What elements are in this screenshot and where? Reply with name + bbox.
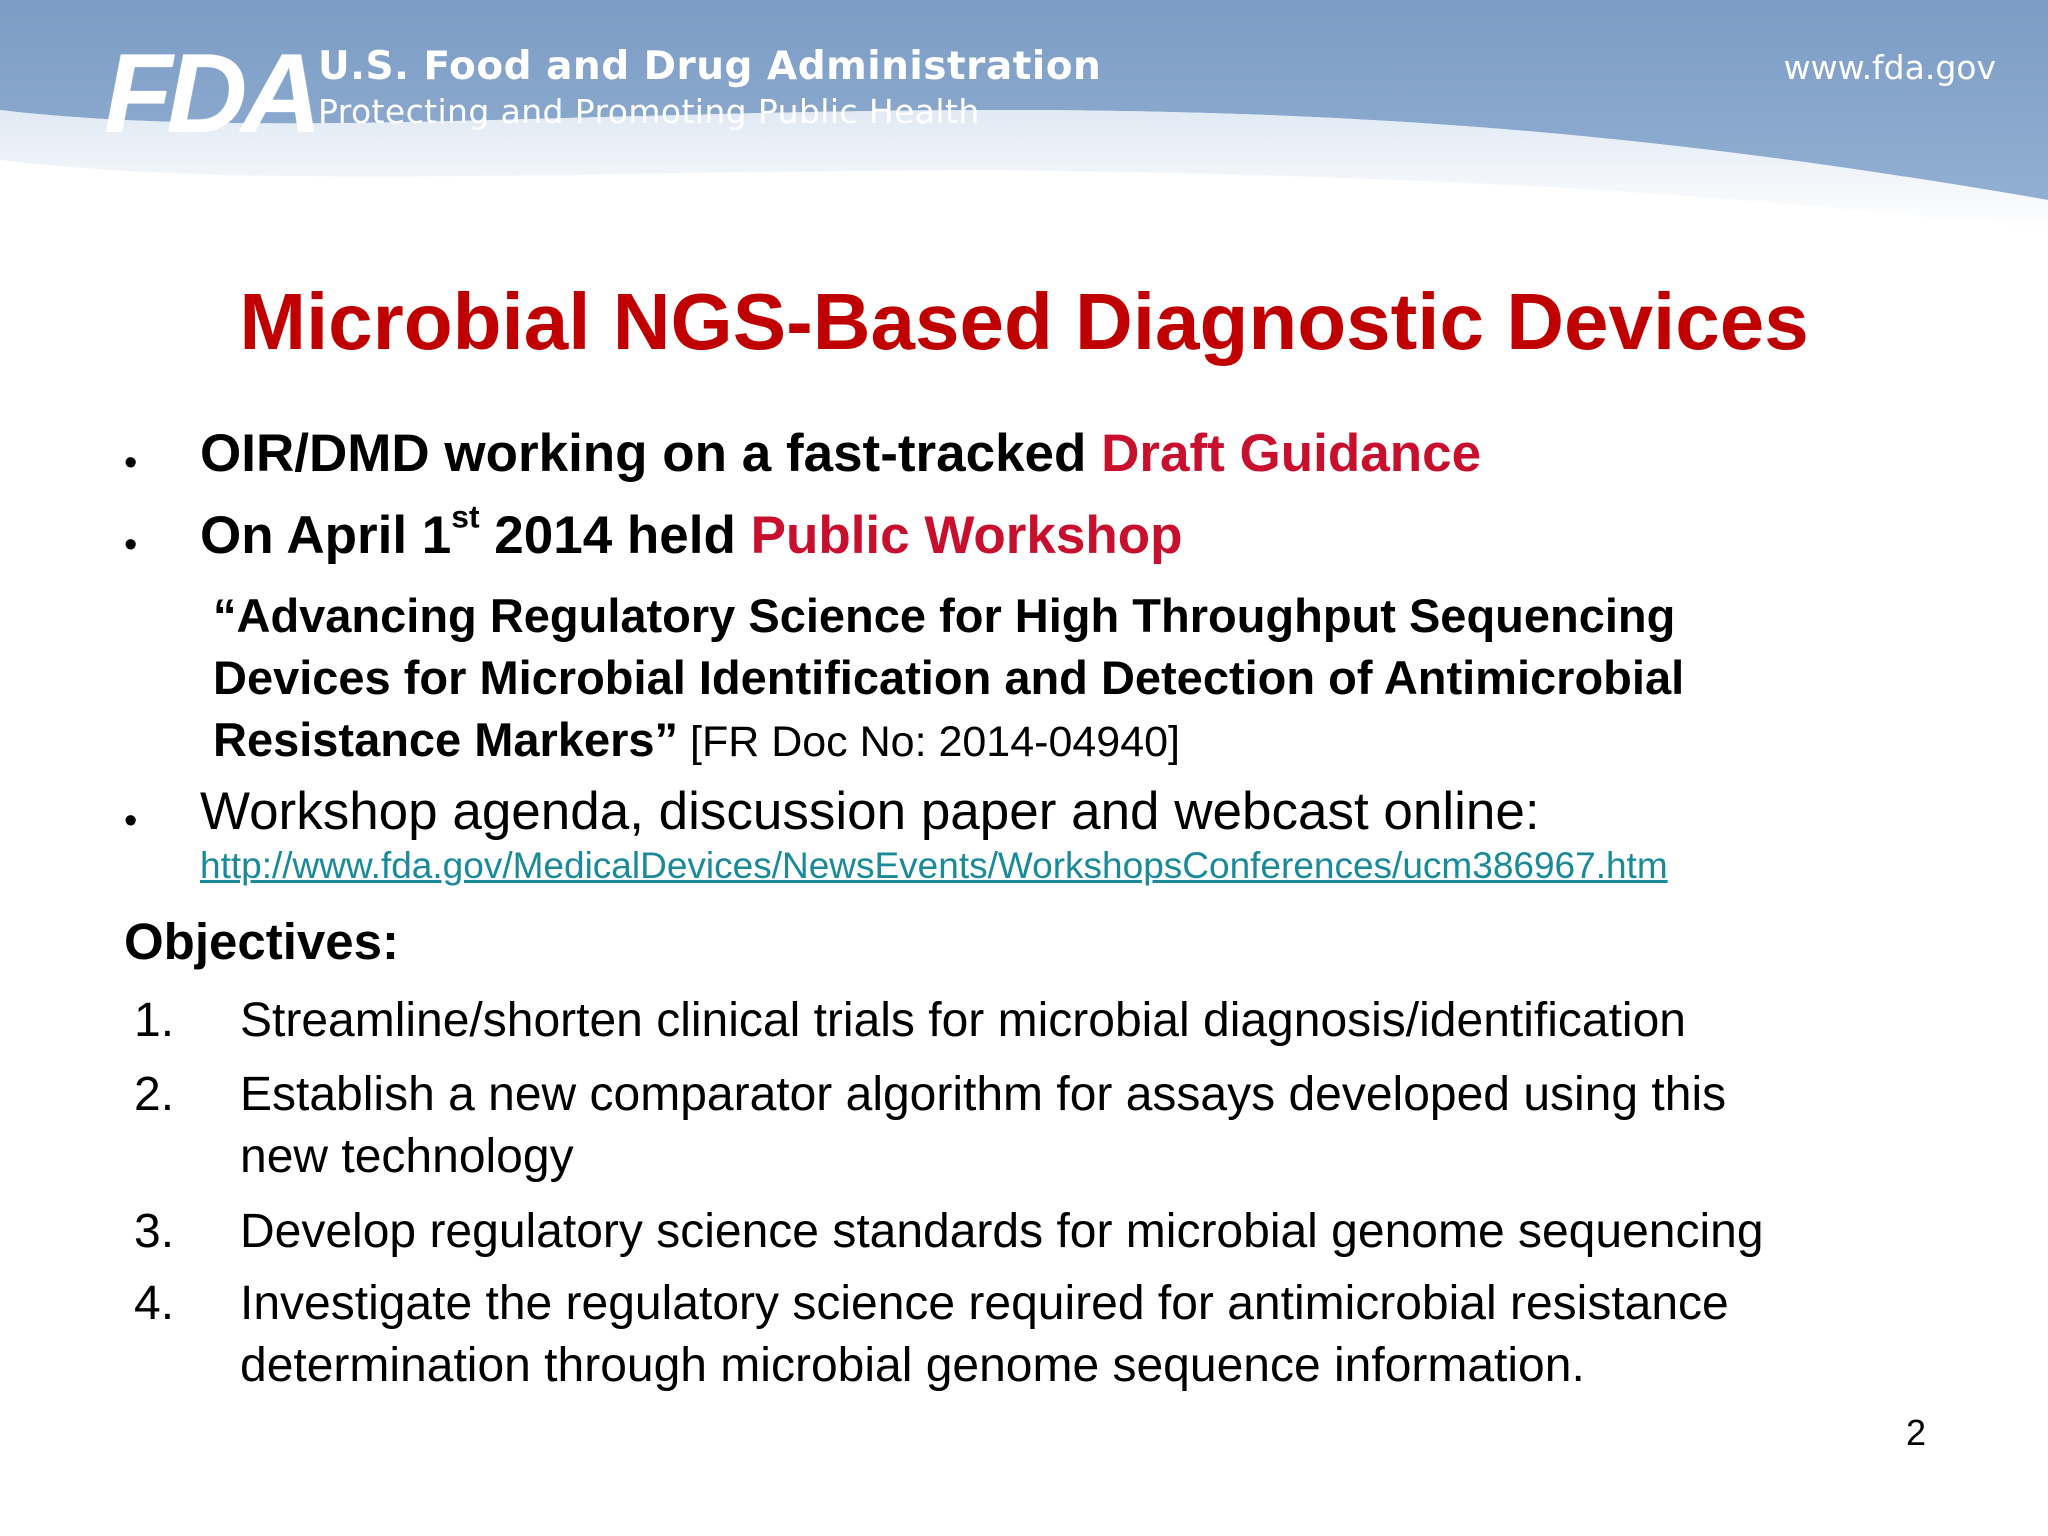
bullet-public-workshop — [200, 498, 1183, 567]
bullet-text: OIR/DMD working on a fast-tracked — [200, 424, 1102, 483]
fda-website-url[interactable]: www.fda.gov — [1783, 48, 1996, 87]
bullet-draft-guidance — [200, 424, 1481, 485]
page-number: 2 — [1905, 1412, 1926, 1453]
objective-number: 2. — [134, 1068, 175, 1121]
objective-1-line-1: Streamline/shorten clinical trials for microbial diagnosis/identification — [240, 994, 1686, 1047]
objective-number: 3. — [134, 1205, 175, 1258]
objective-2-line-2: new technology — [240, 1130, 574, 1183]
bullet-text: On April 1 — [200, 506, 452, 565]
agency-tagline: Protecting and Promoting Public Health — [318, 92, 980, 131]
bullet-text: 2014 held — [479, 506, 751, 565]
highlight-draft-guidance: Draft Guidance — [1101, 424, 1482, 483]
highlight-public-workshop: Public Workshop — [750, 506, 1183, 565]
fda-logo: FDA — [104, 31, 317, 156]
objective-number: 4. — [134, 1277, 175, 1330]
bullet-marker: • — [124, 524, 138, 566]
objective-4-line-2: determination through microbial genome sequence information. — [240, 1339, 1585, 1392]
objective-2-line-1: Establish a new comparator algorithm for assays developed using this — [240, 1068, 1727, 1121]
bullet-workshop-online: Workshop agenda, discussion paper and webcast online: — [200, 782, 1540, 841]
slide-title: Microbial NGS-Based Diagnostic Devices — [239, 277, 1809, 366]
workshop-title-end: Resistance Markers” — [213, 713, 679, 766]
bullet-marker: • — [124, 442, 138, 484]
objective-number: 1. — [134, 994, 175, 1047]
ordinal-suffix: st — [451, 498, 480, 535]
agency-name: U.S. Food and Drug Administration — [318, 44, 1102, 89]
objective-4-line-1: Investigate the regulatory science required for antimicrobial resistance — [240, 1277, 1729, 1330]
workshop-title-line-2: Devices for Microbial Identification and Detection of Antimicrobial — [213, 651, 1685, 704]
bullet-marker: • — [124, 800, 138, 842]
workshop-link[interactable]: http://www.fda.gov/MedicalDevices/NewsEvents/WorkshopsConferences/ucm386967.htm — [200, 845, 1668, 886]
workshop-title-line-3 — [213, 709, 1180, 773]
objectives-heading: Objectives: — [124, 913, 399, 970]
fr-doc-reference: [FR Doc No: 2014-04940] — [678, 718, 1180, 766]
objective-3-line-1: Develop regulatory science standards for microbial genome sequencing — [240, 1205, 1764, 1258]
workshop-title-line-1: “Advancing Regulatory Science for High Throughput Sequencing — [213, 589, 1676, 642]
